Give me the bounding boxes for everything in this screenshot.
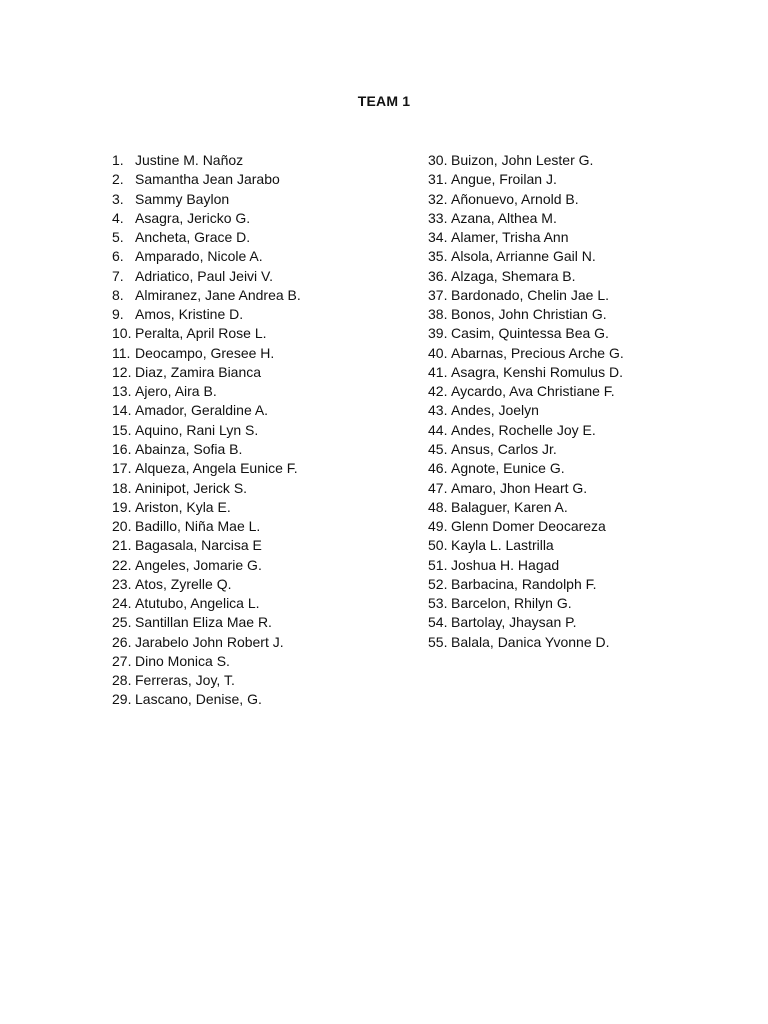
list-item-number: 48. [428, 498, 448, 515]
list-item-number: 13. [112, 383, 132, 400]
list-item [428, 633, 624, 652]
list-item [428, 421, 624, 440]
list-item-number: 1. [112, 152, 124, 168]
list-item [112, 594, 301, 613]
list-item [112, 305, 301, 324]
list-item [428, 536, 624, 555]
list-item-number: 38. [428, 306, 448, 323]
list-item-number: 12. [112, 363, 132, 380]
list-item [428, 556, 624, 575]
list-item-number: 41. [428, 363, 448, 380]
list-item-name: Lascano, Denise, G. [135, 691, 262, 708]
list-item-number: 18. [112, 479, 132, 496]
list-item-name: Barcelon, Rhilyn G. [451, 595, 572, 612]
list-item-name: Amparado, Nicole A. [135, 248, 263, 265]
list-item [428, 498, 624, 517]
list-item-name: Aninipot, Jerick S. [135, 479, 248, 496]
list-item-number: 21. [112, 537, 132, 554]
list-item-number: 14. [112, 402, 132, 419]
list-item-name: Atutubo, Angelica L. [135, 595, 260, 612]
list-item [112, 247, 301, 266]
list-item-number: 46. [428, 460, 448, 477]
list-item [428, 151, 624, 170]
list-item-name: Bonos, John Christian G. [451, 306, 607, 323]
list-item [428, 459, 624, 478]
list-item-name: Alsola, Arrianne Gail N. [451, 248, 596, 265]
list-item-number: 40. [428, 344, 448, 361]
list-item-name: Badillo, Niña Mae L. [135, 518, 261, 535]
list-item-number: 53. [428, 595, 448, 612]
list-item-name: Andes, Rochelle Joy E. [451, 421, 596, 438]
list-item-number: 35. [428, 248, 448, 265]
list-item-name: Dino Monica S. [135, 652, 230, 669]
list-item [112, 440, 301, 459]
list-item-number: 17. [112, 460, 132, 477]
list-item-name: Asagra, Jericko G. [135, 209, 251, 226]
list-item [428, 344, 624, 363]
list-item-name: Casim, Quintessa Bea G. [451, 325, 609, 342]
list-item-name: Ariston, Kyla E. [135, 498, 231, 515]
list-item [112, 498, 301, 517]
member-list-right [428, 151, 624, 652]
list-item [112, 209, 301, 228]
list-item-name: Angue, Froilan J. [451, 171, 557, 188]
list-item [428, 479, 624, 498]
list-item-name: Barbacina, Randolph F. [451, 575, 597, 592]
member-list-left [112, 151, 301, 710]
list-item-number: 25. [112, 614, 132, 631]
list-item-number: 23. [112, 575, 132, 592]
list-item-number: 2. [112, 171, 124, 188]
list-item [428, 575, 624, 594]
list-item [112, 324, 301, 343]
list-item-number: 5. [112, 229, 124, 246]
list-item [112, 170, 301, 189]
list-item [428, 247, 624, 266]
list-item [428, 382, 624, 401]
list-item-number: 9. [112, 306, 124, 323]
list-item [112, 536, 301, 555]
list-item-number: 51. [428, 556, 448, 573]
list-item [112, 671, 301, 690]
list-item [428, 190, 624, 209]
list-item-name: Buizon, John Lester G. [451, 152, 594, 168]
list-item-name: Justine M. Nañoz [135, 152, 244, 168]
list-item-name: Aquino, Rani Lyn S. [135, 421, 259, 438]
list-item-name: Diaz, Zamira Bianca [135, 363, 262, 380]
list-item [428, 209, 624, 228]
list-item-name: Balaguer, Karen A. [451, 498, 568, 515]
list-item-name: Asagra, Kenshi Romulus D. [451, 363, 623, 380]
list-item [112, 228, 301, 247]
list-item-number: 26. [112, 633, 132, 650]
list-item [112, 652, 301, 671]
list-item-number: 36. [428, 267, 448, 284]
list-item-number: 16. [112, 440, 132, 457]
list-item-number: 19. [112, 498, 132, 515]
list-item-number: 39. [428, 325, 448, 342]
list-item [112, 459, 301, 478]
list-item [112, 267, 301, 286]
list-item-name: Adriatico, Paul Jeivi V. [135, 267, 273, 284]
list-item-name: Santillan Eliza Mae R. [135, 614, 272, 631]
list-item-name: Alamer, Trisha Ann [451, 229, 569, 246]
list-item-number: 10. [112, 325, 132, 342]
list-item-name: Bardonado, Chelin Jae L. [451, 286, 609, 303]
list-item-number: 45. [428, 440, 448, 457]
list-item [428, 267, 624, 286]
list-item-name: Azana, Althea M. [451, 209, 557, 226]
list-item-number: 11. [112, 344, 131, 361]
list-item-name: Bagasala, Narcisa E [135, 537, 262, 554]
list-item-name: Almiranez, Jane Andrea B. [135, 286, 301, 303]
list-item [428, 228, 624, 247]
list-item [112, 344, 301, 363]
list-item-name: Kayla L. Lastrilla [451, 537, 554, 554]
list-item-name: Alqueza, Angela Eunice F. [135, 460, 298, 477]
list-item-number: 34. [428, 229, 448, 246]
list-item-name: Añonuevo, Arnold B. [451, 190, 579, 207]
list-item-name: Alzaga, Shemara B. [451, 267, 576, 284]
list-item [428, 286, 624, 305]
list-item-name: Aycardo, Ava Christiane F. [451, 383, 615, 400]
list-item-number: 33. [428, 209, 448, 226]
list-item-name: Atos, Zyrelle Q. [135, 575, 232, 592]
list-item [112, 151, 301, 170]
list-item [112, 479, 301, 498]
list-item [112, 382, 301, 401]
list-item-name: Agnote, Eunice G. [451, 460, 565, 477]
list-item-name: Amaro, Jhon Heart G. [451, 479, 588, 496]
list-item-name: Abarnas, Precious Arche G. [451, 344, 624, 361]
list-item-number: 54. [428, 614, 448, 631]
list-item-name: Samantha Jean Jarabo [135, 171, 280, 188]
list-item-number: 7. [112, 267, 124, 284]
list-item [428, 594, 624, 613]
list-item-name: Ansus, Carlos Jr. [451, 440, 557, 457]
list-item-name: Sammy Baylon [135, 190, 230, 207]
list-item [428, 517, 624, 536]
list-item-number: 27. [112, 652, 132, 669]
list-item [112, 363, 301, 382]
list-item-number: 3. [112, 190, 124, 207]
list-item [428, 401, 624, 420]
list-item-number: 31. [428, 171, 448, 188]
list-item-name: Amador, Geraldine A. [135, 402, 269, 419]
list-item-number: 50. [428, 537, 448, 554]
list-item [112, 401, 301, 420]
list-item-number: 42. [428, 383, 448, 400]
list-item-number: 43. [428, 402, 448, 419]
list-item [428, 440, 624, 459]
list-item [112, 690, 301, 709]
list-item [112, 517, 301, 536]
list-item [112, 613, 301, 632]
list-item-number: 29. [112, 691, 132, 708]
list-item-name: Andes, Joelyn [451, 402, 539, 419]
list-item-number: 8. [112, 286, 124, 303]
list-item-number: 22. [112, 556, 132, 573]
list-item-number: 52. [428, 575, 448, 592]
list-item-name: Jarabelo John Robert J. [135, 633, 284, 650]
list-item [112, 556, 301, 575]
list-item-name: Deocampo, Gresee H. [135, 344, 275, 361]
list-item [428, 305, 624, 324]
list-item-number: 20. [112, 518, 132, 535]
list-item-name: Abainza, Sofia B. [135, 440, 243, 457]
list-item-name: Ferreras, Joy, T. [135, 672, 235, 689]
list-item [428, 363, 624, 382]
list-item-name: Ancheta, Grace D. [135, 229, 251, 246]
list-item-name: Bartolay, Jhaysan P. [451, 614, 577, 631]
list-item [112, 421, 301, 440]
list-item-number: 47. [428, 479, 448, 496]
list-item-name: Amos, Kristine D. [135, 306, 244, 323]
list-item-name: Ajero, Aira B. [135, 383, 217, 400]
list-item [112, 286, 301, 305]
list-item-number: 55. [428, 633, 448, 650]
list-item-number: 28. [112, 672, 132, 689]
list-item-number: 44. [428, 421, 448, 438]
list-item-number: 6. [112, 248, 124, 265]
list-item [112, 575, 301, 594]
list-item-number: 37. [428, 286, 448, 303]
list-item [428, 613, 624, 632]
list-item-number: 49. [428, 518, 448, 535]
list-item-number: 30. [428, 152, 448, 168]
list-item-number: 15. [112, 421, 132, 438]
list-item-name: Glenn Domer Deocareza [451, 518, 606, 535]
page-title: TEAM 1 [357, 93, 411, 109]
list-item [428, 324, 624, 343]
list-item [428, 170, 624, 189]
list-item-name: Balala, Danica Yvonne D. [451, 633, 610, 650]
list-item-name: Angeles, Jomarie G. [135, 556, 262, 573]
list-item-number: 32. [428, 190, 448, 207]
list-item-name: Peralta, April Rose L. [135, 325, 267, 342]
list-item-number: 4. [112, 209, 124, 226]
list-item [112, 190, 301, 209]
list-item [112, 633, 301, 652]
list-item-name: Joshua H. Hagad [451, 556, 560, 573]
list-item-number: 24. [112, 595, 132, 612]
